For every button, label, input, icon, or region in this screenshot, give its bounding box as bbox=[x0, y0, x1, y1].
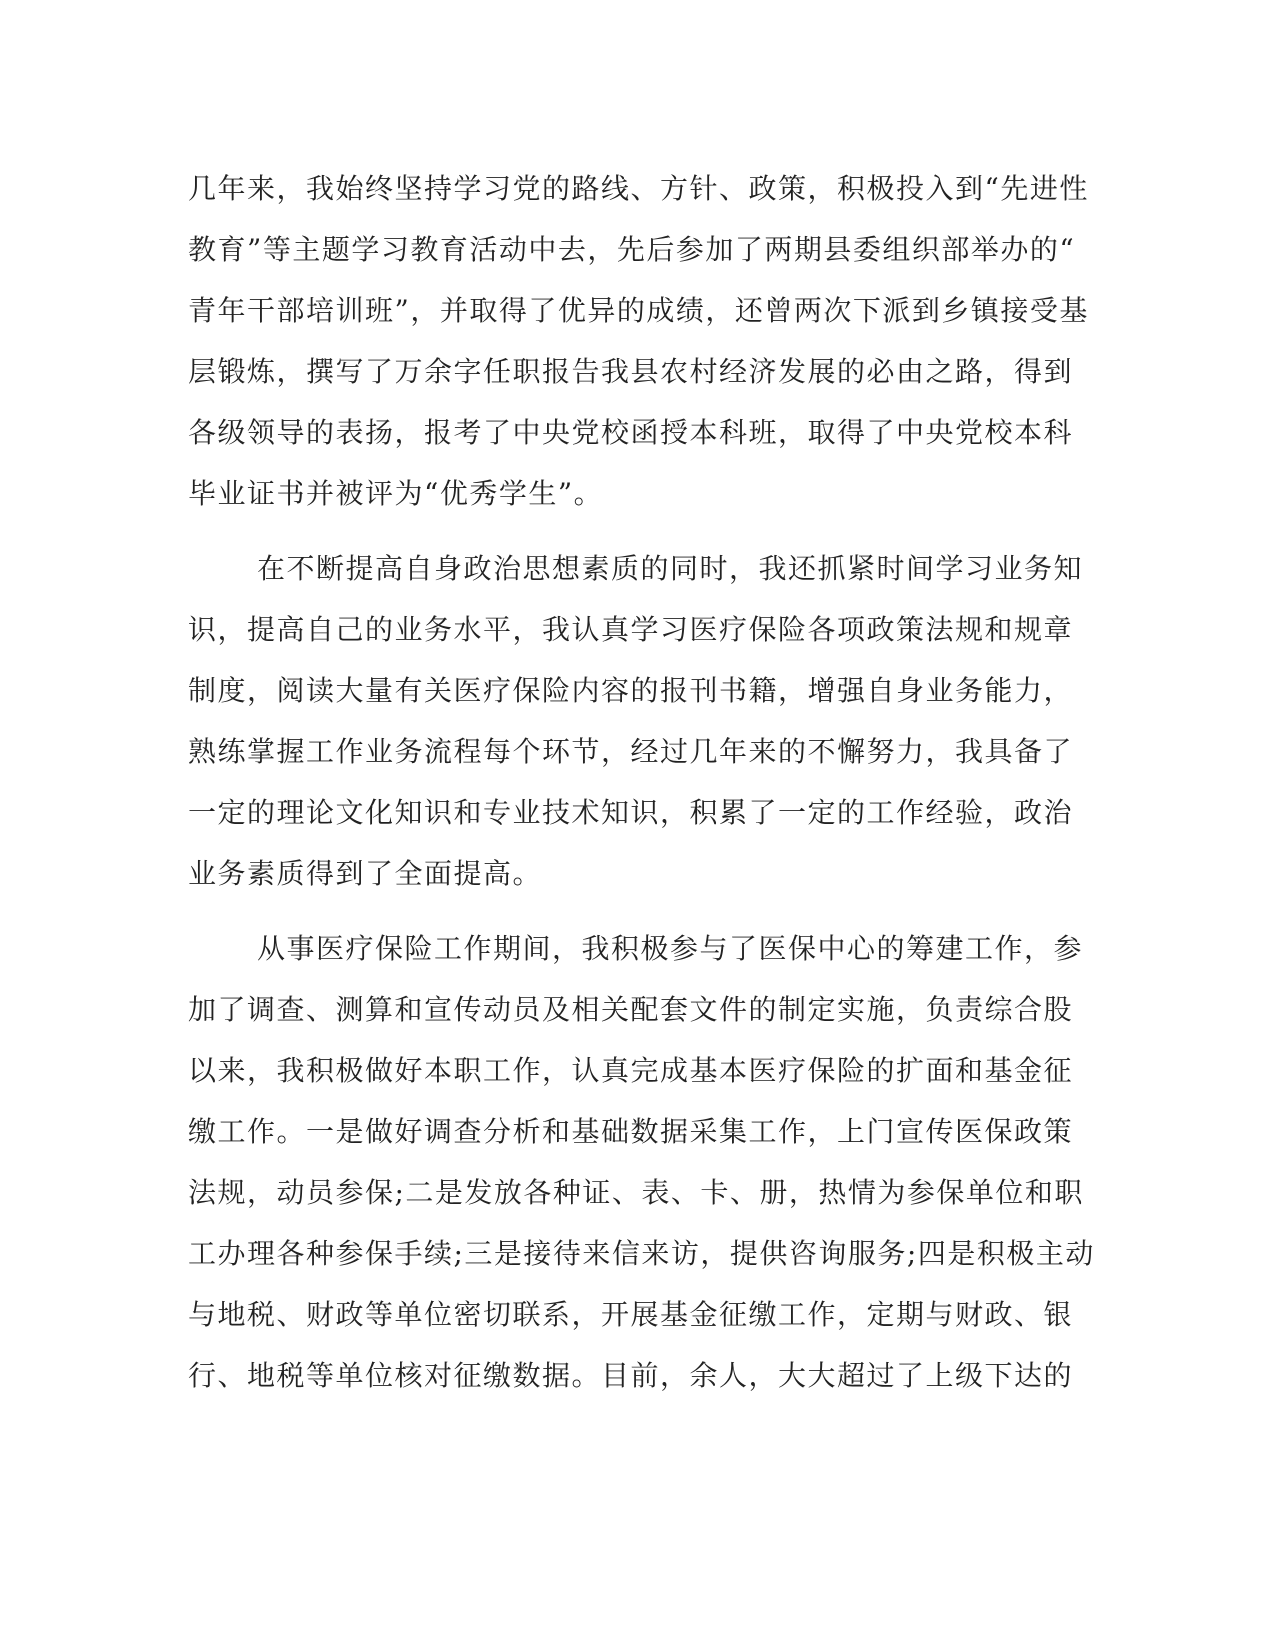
text-line: 行、地税等单位核对征缴数据。目前，余人，大大超过了上级下达的 bbox=[188, 1359, 1074, 1392]
text-line: 业务素质得到了全面提高。 bbox=[188, 857, 543, 890]
text-line: 与地税、财政等单位密切联系，开展基金征缴工作，定期与财政、银 bbox=[188, 1298, 1074, 1331]
paragraph-2 bbox=[188, 538, 1084, 904]
text-line: 几年来，我始终坚持学习党的路线、方针、政策，积极投入到“先进性 bbox=[188, 172, 1089, 205]
text-line: 以来，我积极做好本职工作，认真完成基本医疗保险的扩面和基金征 bbox=[188, 1054, 1074, 1087]
text-line: 加了调查、测算和宣传动员及相关配套文件的制定实施，负责综合股 bbox=[188, 993, 1074, 1026]
text-line: 工办理各种参保手续;三是接待来信来访，提供咨询服务;四是积极主动 bbox=[188, 1237, 1095, 1270]
text-line: 熟练掌握工作业务流程每个环节，经过几年来的不懈努力，我具备了 bbox=[188, 735, 1074, 768]
text-line: 青年干部培训班”，并取得了优异的成绩，还曾两次下派到乡镇接受基 bbox=[188, 294, 1089, 327]
text-line: 制度，阅读大量有关医疗保险内容的报刊书籍，增强自身业务能力， bbox=[188, 674, 1074, 707]
text-line: 教育”等主题学习教育活动中去，先后参加了两期县委组织部举办的“ bbox=[188, 233, 1076, 266]
text-line: 从事医疗保险工作期间，我积极参与了医保中心的筹建工作，参 bbox=[257, 932, 1084, 965]
text-line: 识，提高自己的业务水平，我认真学习医疗保险各项政策法规和规章 bbox=[188, 613, 1074, 646]
text-line: 在不断提高自身政治思想素质的同时，我还抓紧时间学习业务知 bbox=[257, 552, 1084, 585]
text-line: 各级领导的表扬，报考了中央党校函授本科班，取得了中央党校本科 bbox=[188, 416, 1074, 449]
text-line: 一定的理论文化知识和专业技术知识，积累了一定的工作经验，政治 bbox=[188, 796, 1074, 829]
paragraph-1 bbox=[188, 158, 1089, 524]
text-line: 层锻炼，撰写了万余字任职报告我县农村经济发展的必由之路，得到 bbox=[188, 355, 1074, 388]
text-line: 缴工作。一是做好调查分析和基础数据采集工作，上门宣传医保政策 bbox=[188, 1115, 1074, 1148]
text-line: 法规，动员参保;二是发放各种证、表、卡、册，热情为参保单位和职 bbox=[188, 1176, 1084, 1209]
paragraph-3 bbox=[188, 918, 1095, 1406]
body-text bbox=[188, 158, 1095, 1420]
text-line: 毕业证书并被评为“优秀学生”。 bbox=[188, 477, 604, 510]
